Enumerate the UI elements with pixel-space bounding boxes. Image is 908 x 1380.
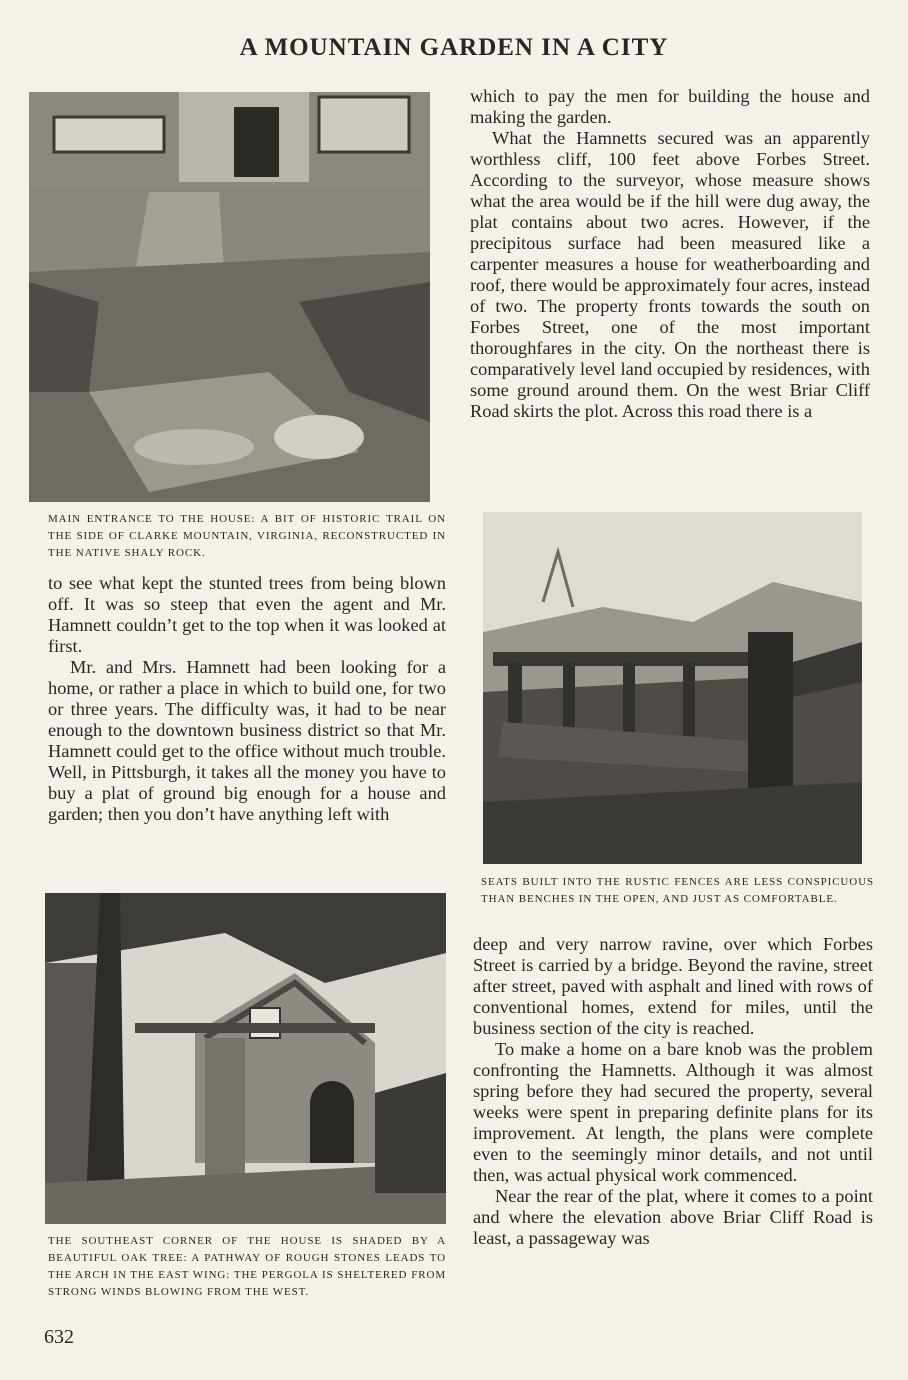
paragraph: to see what kept the stunted trees from being blown off. It was so steep that even the agent and Mr. Hamnett couldn’t get to the top when it was looked at first. [48,573,446,656]
photo-southeast-corner [45,893,446,1224]
page-number: 632 [44,1326,74,1348]
photo-house-illustration [45,893,446,1224]
paragraph: Near the rear of the plat, where it comes to a point and where the elevation above Briar Cliff Road is least, a passageway was [473,1186,873,1248]
left-column-text [48,573,446,825]
page-title: A MOUNTAIN GARDEN IN A CITY [239,34,669,61]
right-column-bottom-text [473,934,873,1249]
paragraph: What the Hamnetts secured was an apparently worthless cliff, 100 feet above Forbes Street. According to the surveyor, whose measure shows what the area would be if the hill were dug away, the plat contains about two acres. However, if the precipitous surface had been measured like a carpenter measures a house for weatherboarding and roof, there would be approximately four acres, instead of two. The property fronts towards the south on Forbes Street, one of the most important thoroughfares in the city. On the northeast there is comparatively level land occupied by residences, with some ground around them. On the west Briar Cliff Road skirts the plot. Across this road there is a [470,128,870,421]
paragraph: To make a home on a bare knob was the problem confronting the Hamnetts. Although it was almost spring before they had secured the property, several weeks were spent in preparing definite plans for its improvement. At length, the plans were complete even to the seemingly minor details, and not until then, was actual physical work commenced. [473,1039,873,1185]
photo-rustic-bench [483,512,862,864]
caption-main-entrance: MAIN ENTRANCE TO THE HOUSE: A BIT OF HISTORIC TRAIL ON THE SIDE OF CLARKE MOUNTAIN, VIRGINIA, RECONSTRUCTED IN THE NATIVE SHALY ROCK. [48,513,446,559]
right-column-top-text [470,86,870,422]
caption-rustic-bench: SEATS BUILT INTO THE RUSTIC FENCES ARE LESS CONSPICUOUS THAN BENCHES IN THE OPEN, AND JUST AS COMFORTABLE. [481,876,874,905]
photo-main-entrance [29,92,430,502]
caption-southeast-corner: THE SOUTHEAST CORNER OF THE HOUSE IS SHADED BY A BEAUTIFUL OAK TREE: A PATHWAY OF ROUGH STONES LEADS TO THE ARCH IN THE EAST WING: THE PERGOLA IS SHELTERED FROM STRONG WINDS BLOWING FROM THE WEST. [48,1235,446,1298]
photo-steps-illustration [29,92,430,502]
photo-bench-illustration [483,512,862,864]
paragraph: deep and very narrow ravine, over which Forbes Street is carried by a bridge. Beyond the ravine, street after street, paved with asphalt and lined with rows of conventional homes, extend for miles, until the business section of the city is reached. [473,934,873,1038]
paragraph: which to pay the men for building the house and making the garden. [470,86,870,127]
paragraph: Mr. and Mrs. Hamnett had been looking for a home, or rather a place in which to build one, for two or three years. The difficulty was, it had to be near enough to the downtown business district so that Mr. Hamnett could get to the office without much trouble. Well, in Pittsburgh, it takes all the money you have to buy a plat of ground big enough for a house and garden; then you don’t have anything left with [48,657,446,824]
